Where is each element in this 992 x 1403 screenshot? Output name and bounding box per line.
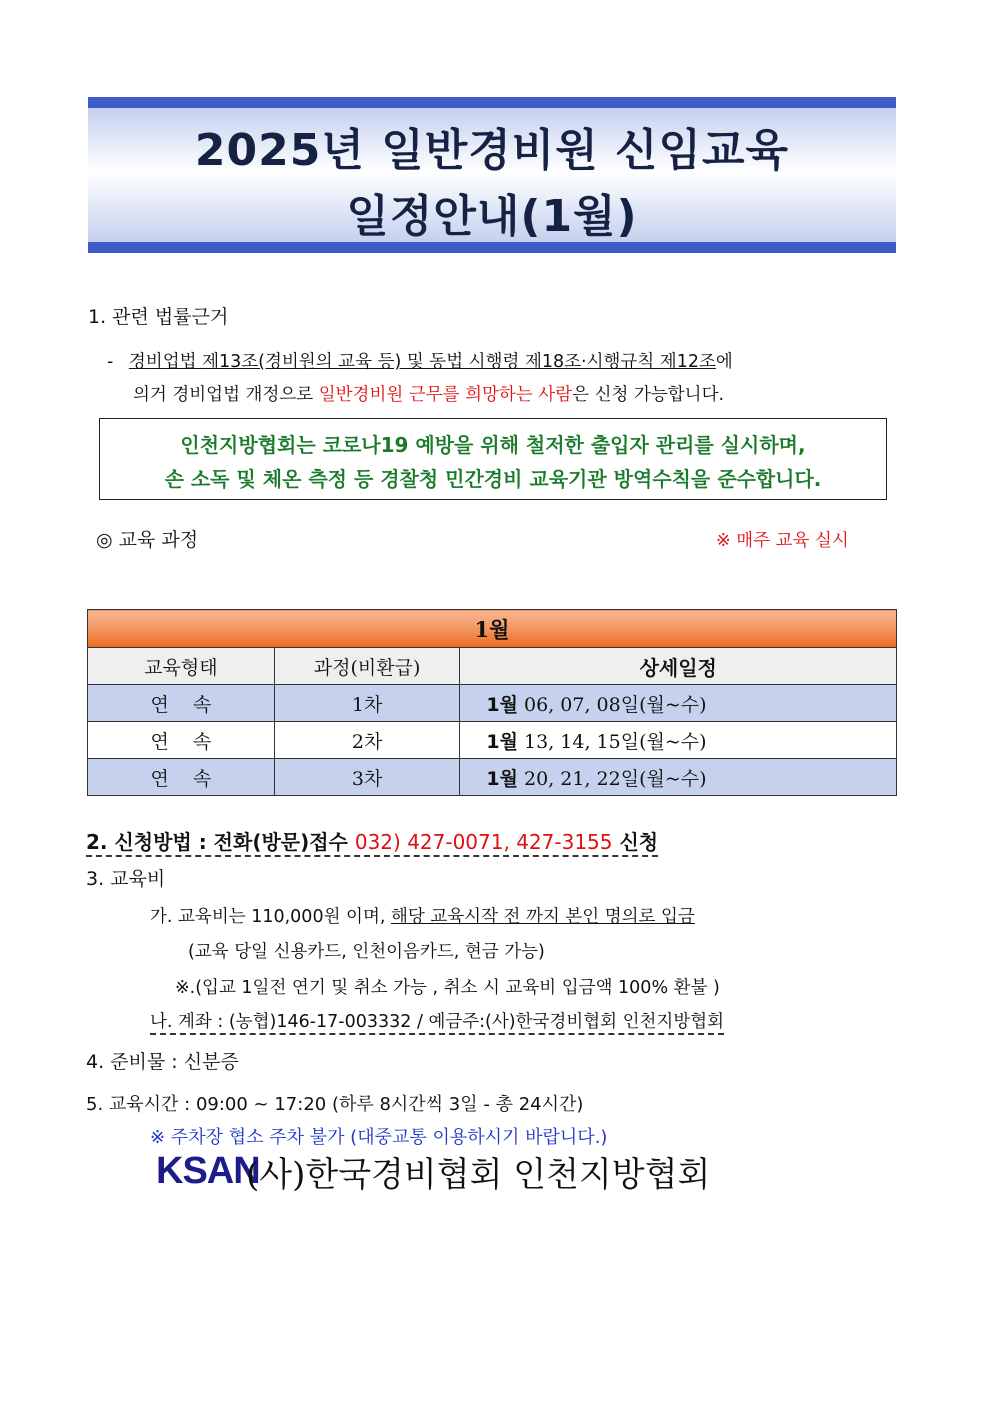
parking-notice: ※ 주차장 협소 주차 불가 (대중교통 이용하시기 바랍니다.) bbox=[150, 1127, 608, 1148]
row-schedule bbox=[460, 722, 897, 759]
row-schedule bbox=[460, 685, 897, 722]
month-header-row bbox=[88, 610, 897, 648]
payment-methods: (교육 당일 신용카드, 인천이음카드, 현금 가능) bbox=[188, 942, 545, 962]
eligibility-post: 은 신청 가능합니다. bbox=[572, 385, 725, 405]
row-type: 연 속 bbox=[88, 722, 275, 759]
law-dash: - bbox=[107, 352, 114, 372]
header-course: 과정(비환급) bbox=[274, 648, 460, 685]
section1-heading: 1. 관련 법률근거 bbox=[88, 306, 229, 328]
row-type: 연 속 bbox=[88, 759, 275, 796]
row-month: 1월 bbox=[486, 767, 518, 790]
application-line bbox=[86, 830, 658, 857]
month-header: 1월 bbox=[88, 610, 897, 648]
weekly-note: ※ 매주 교육 실시 bbox=[716, 531, 849, 551]
row-dates: 20, 21, 22일(월~수) bbox=[518, 767, 707, 790]
law-reference: 경비업법 제13조(경비원의 교육 등) 및 동법 시행령 제18조·시행규칙 제12조 bbox=[128, 352, 716, 372]
section3-heading: 3. 교육비 bbox=[86, 868, 166, 890]
notice-line-2: 손 소독 및 체온 측정 등 경찰청 민간경비 교육기관 방역수칙을 준수합니다. bbox=[164, 467, 822, 491]
law-suffix: 에 bbox=[715, 352, 733, 372]
row-month: 1월 bbox=[486, 693, 518, 716]
covid-notice-box bbox=[99, 418, 887, 500]
section4-materials: 4. 준비물 : 신분증 bbox=[86, 1051, 239, 1073]
bank-account bbox=[150, 1008, 724, 1033]
notice-line-1: 인천지방협회는 코로나19 예방을 위해 철저한 출입자 관리를 실시하며, bbox=[180, 433, 806, 457]
row-dates: 06, 07, 08일(월~수) bbox=[518, 693, 707, 716]
row-schedule bbox=[460, 759, 897, 796]
course-label: ◎ 교육 과정 bbox=[96, 529, 199, 551]
row-month: 1월 bbox=[486, 730, 518, 753]
row-course: 2차 bbox=[274, 722, 460, 759]
refund-policy: ※.(입교 1일전 연기 및 취소 가능 , 취소 시 교육비 입금액 100% 환불 ) bbox=[175, 978, 720, 998]
ksan-logo: KSAN bbox=[156, 1150, 260, 1192]
table-row bbox=[88, 759, 897, 796]
section2-application bbox=[86, 826, 658, 855]
schedule-table bbox=[87, 609, 897, 796]
row-dates: 13, 14, 15일(월~수) bbox=[518, 730, 707, 753]
eligibility-line bbox=[133, 381, 724, 406]
row-course: 1차 bbox=[274, 685, 460, 722]
fee-pre: 가. 교육비는 110,000원 이며, bbox=[150, 907, 391, 927]
application-prefix: 2. 신청방법 : 전화(방문)접수 bbox=[86, 830, 355, 854]
table-row bbox=[88, 685, 897, 722]
header-details: 상세일정 bbox=[460, 648, 897, 685]
eligibility-pre: 의거 경비업법 개정으로 bbox=[133, 385, 319, 405]
header-type: 교육형태 bbox=[88, 648, 275, 685]
fee-deadline: 해당 교육시작 전 까지 본인 명의로 입금 bbox=[390, 907, 695, 927]
title-line-1: 2025년 일반경비원 신임교육 bbox=[194, 125, 790, 176]
column-header-row bbox=[88, 648, 897, 685]
phone-numbers: 032) 427-0071, 427-3155 bbox=[354, 830, 613, 854]
section5-hours: 5. 교육시간 : 09:00 ~ 17:20 (하루 8시간씩 3일 - 총 24시간) bbox=[86, 1094, 584, 1115]
row-course: 3차 bbox=[274, 759, 460, 796]
row-type: 연 속 bbox=[88, 685, 275, 722]
fee-line bbox=[150, 903, 695, 928]
title-line-2: 일정안내(1월) bbox=[346, 191, 638, 242]
organization-name: (사)한국경비협회 인천지방협회 bbox=[246, 1155, 711, 1195]
application-suffix: 신청 bbox=[612, 830, 659, 854]
eligibility-highlight: 일반경비원 근무를 희망하는 사람 bbox=[318, 385, 573, 405]
law-basis-line bbox=[107, 348, 733, 373]
bank-account-text: 나. 계좌 : (농협)146-17-003332 / 예금주:(사)한국경비협회 인천지방협회 bbox=[150, 1012, 724, 1035]
title-banner bbox=[88, 97, 896, 253]
table-row bbox=[88, 722, 897, 759]
